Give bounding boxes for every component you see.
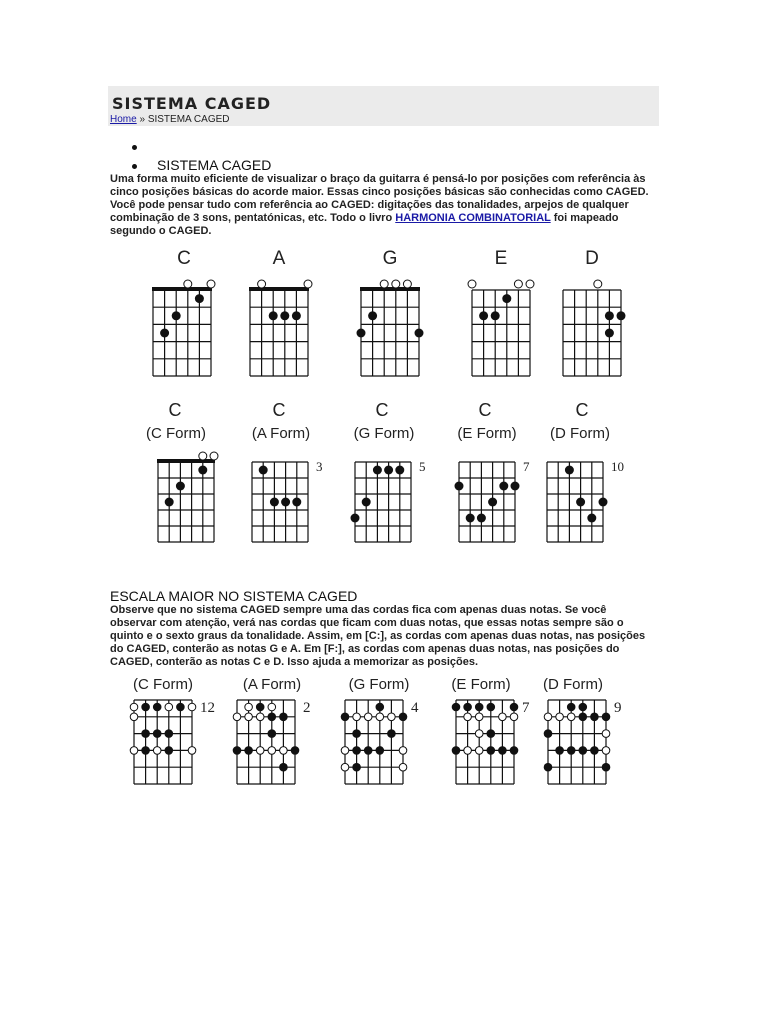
form-label: (E Form)	[451, 676, 511, 693]
scale-note-open	[268, 747, 276, 755]
scale-note-dot	[487, 703, 496, 712]
scale-note-dot	[352, 729, 361, 738]
fret-number: 10	[611, 459, 624, 474]
fret-number: 4	[411, 700, 419, 716]
fret-number: 7	[523, 459, 530, 474]
chord-name-label: G	[382, 248, 398, 269]
finger-dot	[455, 482, 464, 491]
scale-note-dot	[141, 746, 150, 755]
chord-name-label: C	[478, 400, 492, 420]
scale-note-open	[188, 703, 196, 711]
scale-note-dot	[567, 703, 576, 712]
scale-note-dot	[579, 713, 588, 722]
scale-note-open	[165, 703, 173, 711]
form-label: (G Form)	[353, 425, 415, 442]
scale-note-open	[464, 713, 472, 721]
major-scale-figure	[0, 670, 768, 790]
scale-note-open	[130, 703, 138, 711]
scale-note-dot	[141, 729, 150, 738]
scale-note-open	[399, 747, 407, 755]
finger-dot	[491, 311, 500, 320]
fret-number: 3	[316, 459, 323, 474]
finger-dot	[488, 498, 497, 507]
nut-bar	[249, 287, 309, 291]
scale-note-dot	[567, 746, 576, 755]
scale-note-dot	[399, 713, 408, 722]
scale-note-open	[376, 713, 384, 721]
finger-dot	[605, 311, 614, 320]
scale-note-dot	[510, 703, 519, 712]
finger-dot	[477, 514, 486, 523]
scale-note-open	[153, 747, 161, 755]
breadcrumb-home-link[interactable]: Home	[110, 114, 137, 125]
scale-note-open	[388, 713, 396, 721]
chord-name-label: D	[585, 248, 599, 269]
form-label: (D Form)	[550, 425, 610, 442]
finger-dot	[160, 329, 169, 338]
finger-dot	[373, 466, 382, 475]
scale-note-open	[364, 713, 372, 721]
finger-dot	[511, 482, 520, 491]
finger-dot	[502, 294, 511, 303]
scale-note-dot	[602, 713, 611, 722]
scale-note-open	[464, 747, 472, 755]
form-label: (G Form)	[348, 676, 410, 693]
finger-dot	[617, 311, 626, 320]
fret-number: 5	[419, 459, 426, 474]
scale-note-dot	[463, 703, 472, 712]
scale-note-open	[245, 713, 253, 721]
section-heading-caged: SISTEMA CAGED	[157, 157, 272, 173]
scale-note-dot	[544, 729, 553, 738]
list-bullet-empty	[132, 145, 137, 150]
finger-dot	[605, 329, 614, 338]
scale-note-open	[475, 713, 483, 721]
scale-note-open	[130, 747, 138, 755]
finger-dot	[281, 498, 290, 507]
fret-number: 2	[303, 700, 311, 716]
open-string-marker	[380, 280, 388, 288]
scale-note-dot	[233, 746, 242, 755]
open-string-marker	[199, 452, 207, 460]
scale-note-dot	[475, 703, 484, 712]
form-label: (D Form)	[543, 676, 603, 693]
chord-name-label: A	[272, 248, 286, 269]
finger-dot	[576, 498, 585, 507]
scale-note-dot	[279, 713, 288, 722]
finger-dot	[172, 311, 181, 320]
scale-note-open	[256, 713, 264, 721]
form-label: (A Form)	[251, 425, 311, 442]
scale-note-open	[341, 763, 349, 771]
form-label: (E Form)	[457, 425, 517, 442]
scale-note-dot	[256, 703, 265, 712]
finger-dot	[195, 294, 204, 303]
breadcrumb-current: SISTEMA CAGED	[147, 114, 230, 125]
intro-text-end: foi mapeado segundo o CAGED.	[110, 212, 619, 237]
open-string-marker	[210, 452, 218, 460]
page-title: SISTEMA CAGED	[112, 94, 272, 113]
open-string-marker	[468, 280, 476, 288]
finger-dot	[198, 466, 207, 475]
open-string-marker	[526, 280, 534, 288]
chord-name-label: C	[272, 400, 286, 420]
finger-dot	[292, 311, 301, 320]
scale-note-open	[499, 713, 507, 721]
open-string-marker	[514, 280, 522, 288]
nut-bar	[360, 287, 420, 291]
scale-note-dot	[452, 746, 461, 755]
scale-note-dot	[165, 746, 174, 755]
finger-dot	[499, 482, 508, 491]
list-bullet	[132, 164, 137, 169]
scale-note-open	[399, 763, 407, 771]
scale-note-dot	[498, 746, 507, 755]
fret-number: 12	[200, 700, 215, 716]
scale-note-dot	[341, 713, 350, 722]
scale-note-dot	[364, 746, 373, 755]
scale-note-dot	[153, 729, 162, 738]
finger-dot	[565, 466, 574, 475]
finger-dot	[292, 498, 301, 507]
scale-note-open	[256, 747, 264, 755]
scale-note-dot	[244, 746, 253, 755]
finger-dot	[384, 466, 393, 475]
scale-note-dot	[376, 746, 385, 755]
open-string-marker	[594, 280, 602, 288]
chord-name-label: E	[494, 248, 508, 269]
scale-note-dot	[487, 729, 496, 738]
scale-note-dot	[387, 729, 396, 738]
scale-note-dot	[555, 746, 564, 755]
scale-note-dot	[590, 746, 599, 755]
scale-note-open	[475, 730, 483, 738]
chord-name-label: C	[575, 400, 589, 420]
finger-dot	[599, 498, 608, 507]
c-major-forms-figure	[0, 392, 768, 552]
finger-dot	[479, 311, 488, 320]
scale-note-open	[188, 747, 196, 755]
chord-name-label: C	[375, 400, 389, 420]
scale-note-dot	[452, 703, 461, 712]
scale-note-open	[602, 730, 610, 738]
finger-dot	[270, 498, 279, 507]
form-label: (C Form)	[146, 425, 206, 442]
scale-note-dot	[590, 713, 599, 722]
finger-dot	[351, 514, 360, 523]
fret-number: 9	[614, 700, 622, 716]
intro-paragraph	[110, 173, 655, 238]
open-string-marker	[403, 280, 411, 288]
scale-note-dot	[352, 746, 361, 755]
scale-note-open	[544, 713, 552, 721]
open-string-marker	[207, 280, 215, 288]
scale-note-dot	[544, 763, 553, 772]
scale-note-open	[353, 713, 361, 721]
scale-note-dot	[279, 763, 288, 772]
chord-name-label: C	[168, 400, 182, 420]
scale-note-dot	[268, 713, 277, 722]
chord-name-label: C	[177, 248, 191, 269]
breadcrumb	[110, 114, 230, 125]
scale-note-dot	[153, 703, 162, 712]
open-string-marker	[258, 280, 266, 288]
nut-bar	[157, 459, 215, 463]
scale-note-dot	[376, 703, 385, 712]
scale-note-dot	[176, 703, 185, 712]
nut-bar	[152, 287, 212, 291]
caged-chord-figure	[0, 242, 768, 382]
finger-dot	[280, 311, 289, 320]
scale-note-open	[567, 713, 575, 721]
scale-note-dot	[352, 763, 361, 772]
breadcrumb-separator: »	[139, 114, 146, 125]
finger-dot	[466, 514, 475, 523]
scale-note-open	[268, 703, 276, 711]
scale-note-open	[245, 703, 253, 711]
finger-dot	[368, 311, 377, 320]
finger-dot	[259, 466, 268, 475]
scale-note-open	[280, 747, 288, 755]
scale-note-open	[233, 713, 241, 721]
scale-note-open	[475, 747, 483, 755]
scale-note-open	[556, 713, 564, 721]
scale-note-open	[602, 747, 610, 755]
escala-paragraph: Observe que no sistema CAGED sempre uma das cordas fica com apenas duas notas. Se você observar com atenção, verá nas cordas que ficam com duas notas, que essas notas sempre são o quinto e o sexto graus da tonalidade. Assim, em [C:], as cordas com apenas duas notas, nas posições do CAGED, conterão as notas G e A. Em [F:], as cordas com apenas duas notas, nas posições do CAGED, conterão as notas C e D. Isso ajuda a memorizar as posições.	[110, 604, 646, 668]
finger-dot	[415, 329, 424, 338]
finger-dot	[395, 466, 404, 475]
scale-note-open	[510, 713, 518, 721]
open-string-marker	[304, 280, 312, 288]
open-string-marker	[184, 280, 192, 288]
finger-dot	[269, 311, 278, 320]
finger-dot	[587, 514, 596, 523]
scale-note-dot	[141, 703, 150, 712]
form-label: (C Form)	[133, 676, 193, 693]
finger-dot	[357, 329, 366, 338]
scale-note-dot	[579, 703, 588, 712]
scale-note-dot	[291, 746, 300, 755]
scale-note-dot	[165, 729, 174, 738]
form-label: (A Form)	[242, 676, 302, 693]
harmonia-combinatorial-link[interactable]: HARMONIA COMBINATORIAL	[395, 212, 551, 224]
intro-text: Uma forma muito eficiente de visualizar o braço da guitarra é pensá-lo por posições com referência às cinco posições básicas do acorde maior. Essas cinco posições básicas são conhecidas como CAGED. Você pode pensar tudo com referência ao CAGED: digitações das tonalidades, arpejos de qualquer combinação de 3 sons, pentatónicas, etc. Todo o livro	[110, 173, 649, 224]
finger-dot	[362, 498, 371, 507]
open-string-marker	[392, 280, 400, 288]
finger-dot	[176, 482, 185, 491]
section-heading-escala: ESCALA MAIOR NO SISTEMA CAGED	[110, 588, 358, 604]
fret-number: 7	[522, 700, 530, 716]
scale-note-open	[341, 747, 349, 755]
scale-note-dot	[487, 746, 496, 755]
scale-note-open	[130, 713, 138, 721]
finger-dot	[165, 498, 174, 507]
scale-note-dot	[579, 746, 588, 755]
scale-note-dot	[602, 763, 611, 772]
scale-note-dot	[268, 729, 277, 738]
scale-note-dot	[510, 746, 519, 755]
